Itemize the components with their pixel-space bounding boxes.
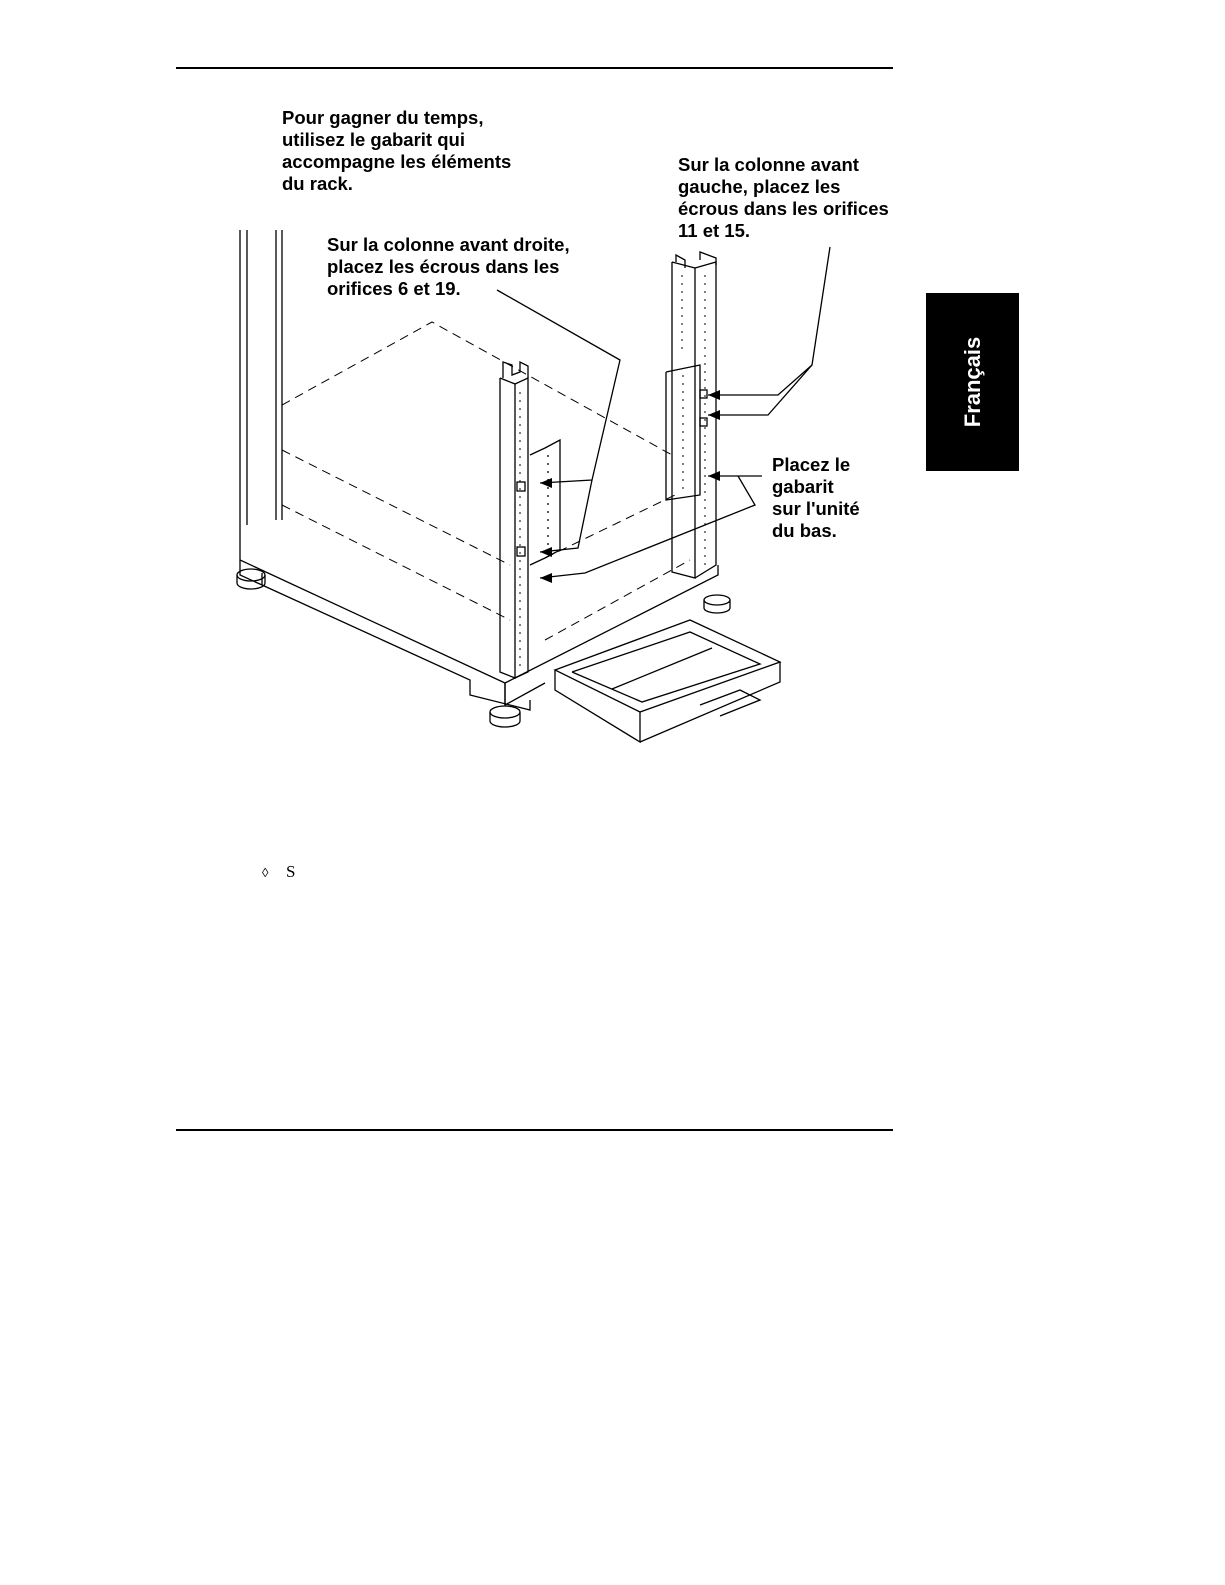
rack-base [237,525,730,727]
callout-left-column: Sur la colonne avant gauche, placez les écrous dans les orifices 11 et 15. [678,154,889,241]
diamond-bullet-icon: ◊ [262,865,269,880]
callout-template: Placez le gabarit sur l'unité du bas. [772,454,860,541]
callout-save-time: Pour gagner du temps, utilisez le gabarit qui accompagne les éléments du rack. [282,107,512,194]
language-tab-label: Français [959,336,985,428]
front-right-column [500,362,560,678]
language-tab [926,293,1019,471]
bullet-item [262,862,295,882]
bullet-text: S [286,862,296,881]
arrowheads [540,390,720,583]
callout-right-column: Sur la colonne avant droite, placez les écrous dans les orifices 6 et 19. [327,234,570,299]
base-tray [555,620,780,742]
dashed-shelf-outline [282,322,690,640]
